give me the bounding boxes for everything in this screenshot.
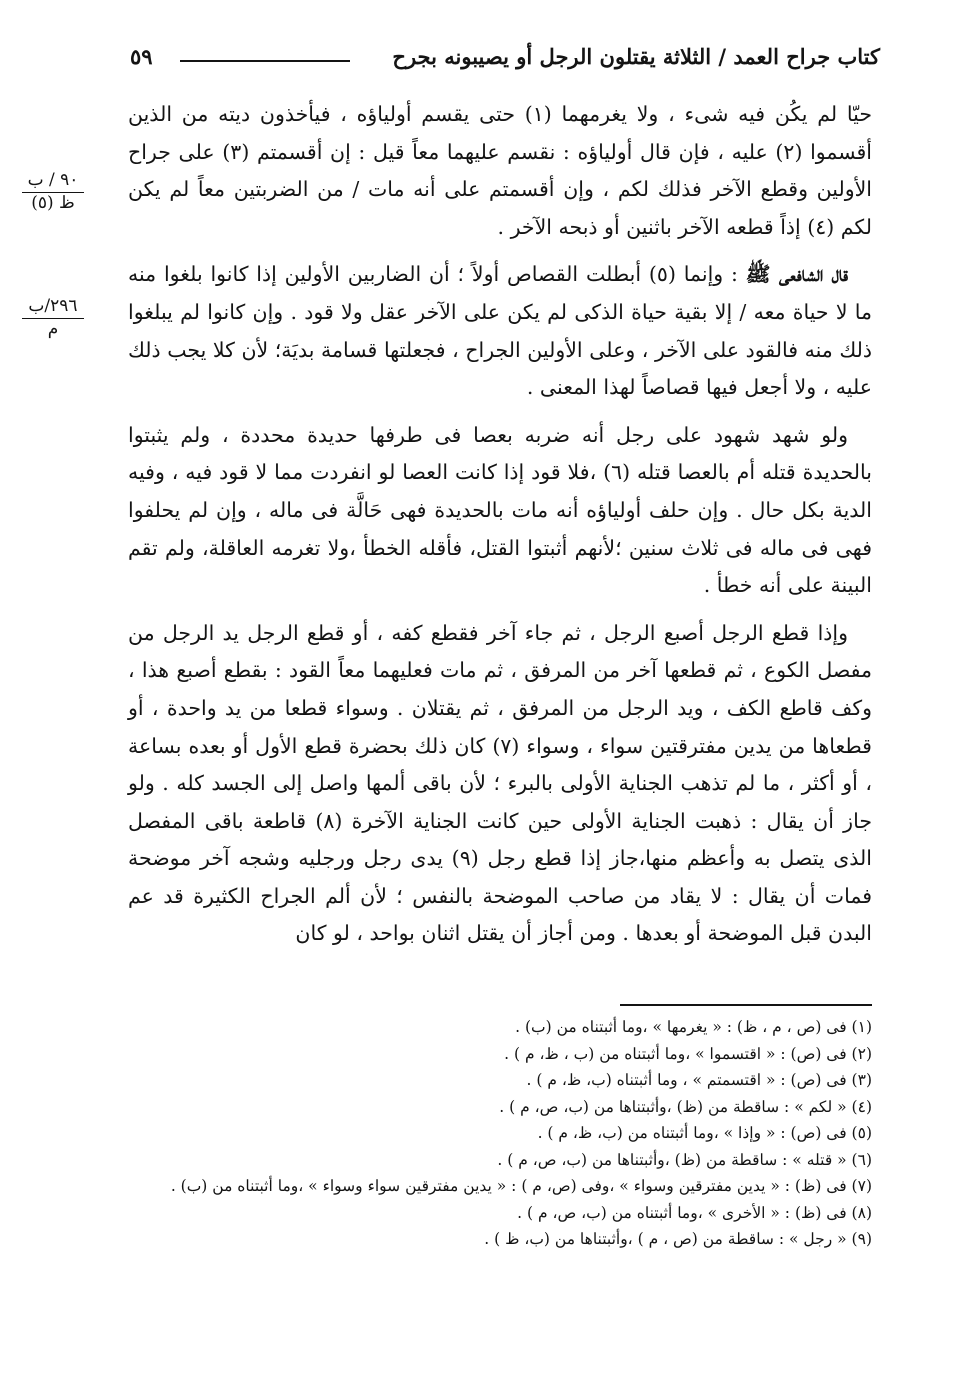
page-number: ٥٩ (130, 44, 153, 69)
paragraph-3-text: ولو شهد شهود على رجل أنه ضربه بعصا فى طرفها حديدة محددة ، ولم يثبتوا بالحديدة قتله أم بالعصا قتله (٦) ،فلا قود إذا كانت العصا لو انفردت مما لا قود فيه ، وفيه الدية بكل حال . وإن حلف أولياؤه أنه مات بالحديدة فهى حَالَّة فى ماله ، وإن لم يحلفوا فهى فى ماله فى ثلاث سنين ؛لأنهم أثبتوا القتل، فأقله الخطأ ،ولا تغرمه العاقلة، ولم تقم البينة على أنه خطأ . (128, 422, 872, 598)
footnote-separator (620, 1004, 872, 1006)
paragraph-1-text: حيّا لم يكُن فيه شىء ، ولا يغرمهما (١) حتى يقسم أولياؤه ، فيأخذون ديته من الذين أقسموا (٢) عليه ، فإن قال أولياؤه : نقسم عليهما معاً قيل : إن أقسمتم (٣) على جراح الأولين وقطع الآخر فذلك لكم ، وإن أقسمتم على أنه مات / من الضربتين معاً لم يكن لكم (٤) إذاً قطعه الآخر باثنين أو ذبحه الآخر . (128, 102, 873, 239)
paragraph-3 (128, 417, 872, 605)
margin-note-folio-2-sub: م (47, 319, 59, 339)
running-header (120, 38, 880, 82)
paragraph-2-text: : وإنما (٥) أبطلت القصاص أولاً ؛ أن الضاربين الأولين إذا كانوا بلغوا منه ما لا حياة معه / إلا بقية حياة الذكى لم يكن على الآخر عقل ولا قود . وإن كانوا لم يبلغوا ذلك منه فالقود على الآخر ، وعلى الأولين الجراح ، فجعلتها قسامة بديَة؛ لأن كلا يجب ذلك عليه ، ولا أجعل فيها قصاصاً لهذا المعنى . (128, 262, 872, 400)
footnote-6: (٦) « قتله » : ساقطة من (ظ) ،وأثبتناها من (ب، ص، م ) . (497, 1150, 872, 1169)
margin-note-folio-1-sub: ظ (٥) (31, 193, 75, 213)
paragraph-1 (128, 96, 872, 246)
paragraph-4 (128, 615, 872, 953)
margin-note-folio-1 (22, 170, 84, 213)
footnote-1: (١) فى (ص ، م ، ظ) : « يغرمها » ،وما أثبتناه من (ب) . (515, 1018, 872, 1036)
footnote-5: (٥) فى (ص) : « وإذا » ،وما أثبتناه من (ب، ظ، م ) . (537, 1124, 872, 1142)
footnote-2: (٢) فى (ص) : « اقتسموا » ،وما أثبتناه من (ب ، ظ، م ) . (504, 1044, 872, 1063)
header-rule (180, 60, 350, 62)
margin-note-folio-2 (22, 296, 84, 339)
margin-note-folio-2-label: ٢٩٦/ب (22, 296, 84, 319)
header-title: كتاب جراح العمد / الثلاثة يقتلون الرجل أو يصيبونه بجرح (392, 44, 880, 69)
paragraph-4-text: وإذا قطع الرجل أصبع الرجل ، ثم جاء آخر فقطع كفه ، أو قطع الرجل يد الرجل من مفصل الكوع ، ثم قطعها آخر من المرفق ، ثم مات فعليهما معاً القود : بقطع أصبع هذا ، وكف قاطع الكف ، ويد الرجل من المرفق ، ثم يقتلان . وسواء قطعا من يد واحدة ، أو قطعاها من يدين مفترقتين سواء ، وسواء (٧) كان ذلك بحضرة قطع الأول أو بعده بساعة ، أو أكثر ، ما لم تذهب الجناية الأولى بالبرء ؛ لأن باقى ألمها واصل إلى الجسد كله . ولو جاز أن يقال : ذهبت الجناية الأولى حين كانت الجناية الآخرة (٨) قاطعة باقى المفصل الذى يتصل به وأعظم منها،جاز إذا قطع رجل (٩) يدى رجل ورجليه وشجه آخر موضحة فمات أن يقال : لا يقاد من صاحب الموضحة بالنفس ؛ لأن ألم الجراح الكثيرة قد عم البدن قبل الموضحة أو بعدها . ومن أجاز أن يقتل اثنان بواحد ، لو كان (128, 620, 873, 946)
footnote-3: (٣) فى (ص) : « اقتسمتم » ، وما أثبتناه (ب، ظ، م ) . (526, 1071, 872, 1089)
footnote-9: (٩) « رجل » : ساقطة من (ص ، م ) ،وأثبتناها من (ب، ظ ) . (484, 1230, 872, 1248)
paragraph-2-lead: قال الشافعى ﷺ (745, 262, 849, 287)
main-text (128, 96, 872, 963)
footnotes (120, 1014, 872, 1253)
margin-note-folio-1-label: ٩٠ / ب (22, 170, 84, 193)
footnote-4: (٤) « لكم » : ساقطة من (ظ) ،وأثبتناها من (ب، ص، م ) . (499, 1097, 872, 1116)
footnote-8: (٨) فى (ظ) : « الأخرى » ،وما أثبتناه من (ب، ص، م ) . (517, 1203, 872, 1222)
footnote-7: (٧) فى (ظ) : « يدين مفترقين وسواء » ،وفى (ص، م ) : « يدين مفترقين سواء وسواء » ،وما أثبتناه من (ب) . (170, 1177, 872, 1195)
paragraph-2 (128, 256, 872, 406)
